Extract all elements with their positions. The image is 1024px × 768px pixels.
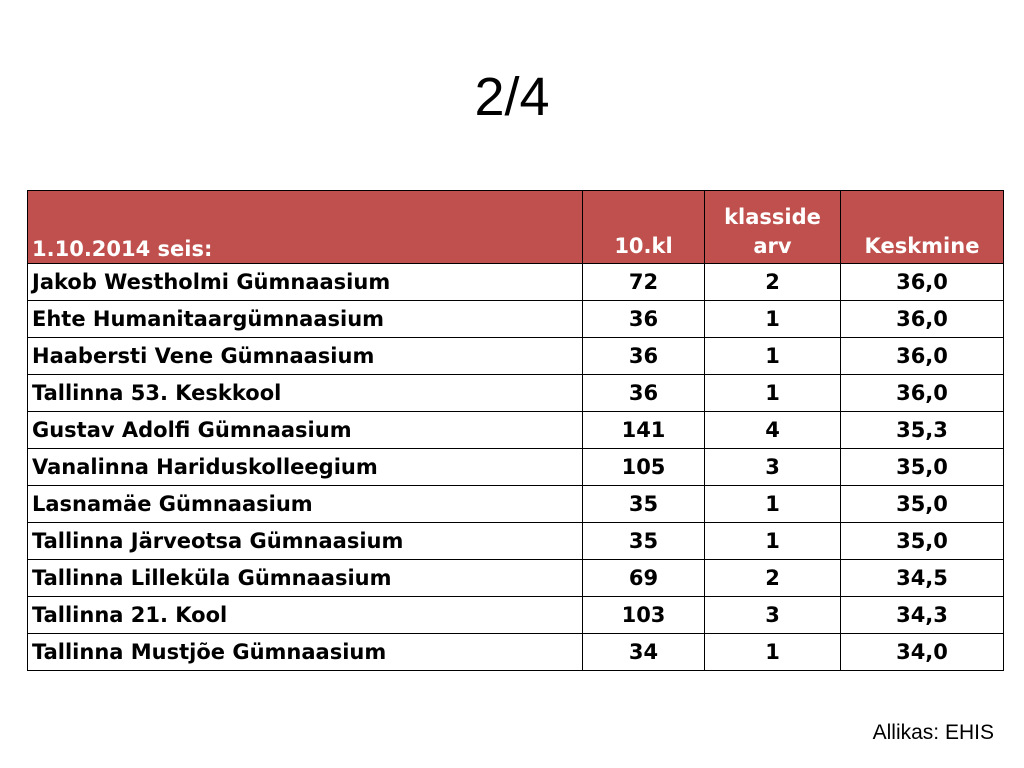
class-count: 1 [705, 375, 841, 412]
average-size: 36,0 [841, 375, 1004, 412]
header-grade10: 10.kl [583, 191, 705, 264]
class-count: 1 [705, 486, 841, 523]
average-size: 34,3 [841, 597, 1004, 634]
class-count: 2 [705, 560, 841, 597]
grade10-count: 141 [583, 412, 705, 449]
school-name: Tallinna Järveotsa Gümnaasium [28, 523, 583, 560]
school-name: Lasnamäe Gümnaasium [28, 486, 583, 523]
grade10-count: 69 [583, 560, 705, 597]
grade10-count: 105 [583, 449, 705, 486]
school-name: Ehte Humanitaargümnaasium [28, 301, 583, 338]
header-name: 1.10.2014 seis: [28, 191, 583, 264]
table-row [28, 264, 1004, 301]
school-name: Haabersti Vene Gümnaasium [28, 338, 583, 375]
grade10-count: 103 [583, 597, 705, 634]
table-row [28, 338, 1004, 375]
table-row [28, 301, 1004, 338]
grade10-count: 35 [583, 523, 705, 560]
table-row [28, 597, 1004, 634]
class-count: 1 [705, 338, 841, 375]
class-count: 1 [705, 634, 841, 671]
grade10-count: 36 [583, 338, 705, 375]
class-count: 4 [705, 412, 841, 449]
table-header-row [28, 191, 1004, 264]
class-count: 2 [705, 264, 841, 301]
average-size: 35,3 [841, 412, 1004, 449]
table-body [28, 264, 1004, 671]
average-size: 36,0 [841, 264, 1004, 301]
grade10-count: 36 [583, 301, 705, 338]
table-row [28, 523, 1004, 560]
table-row [28, 412, 1004, 449]
grade10-count: 36 [583, 375, 705, 412]
table-row [28, 634, 1004, 671]
class-count: 1 [705, 301, 841, 338]
header-average: Keskmine [841, 191, 1004, 264]
average-size: 34,0 [841, 634, 1004, 671]
grade10-count: 34 [583, 634, 705, 671]
table-row [28, 375, 1004, 412]
source-note: Allikas: EHIS [872, 721, 994, 744]
class-count: 3 [705, 449, 841, 486]
average-size: 34,5 [841, 560, 1004, 597]
table-row [28, 449, 1004, 486]
class-count: 3 [705, 597, 841, 634]
school-name: Gustav Adolfi Gümnaasium [28, 412, 583, 449]
average-size: 35,0 [841, 486, 1004, 523]
class-count: 1 [705, 523, 841, 560]
table-row [28, 560, 1004, 597]
average-size: 35,0 [841, 523, 1004, 560]
average-size: 36,0 [841, 338, 1004, 375]
header-class-count: klasside arv [705, 191, 841, 264]
grade10-count: 35 [583, 486, 705, 523]
average-size: 36,0 [841, 301, 1004, 338]
schools-table [27, 190, 1004, 671]
school-name: Tallinna Mustjõe Gümnaasium [28, 634, 583, 671]
average-size: 35,0 [841, 449, 1004, 486]
school-name: Jakob Westholmi Gümnaasium [28, 264, 583, 301]
table-row [28, 486, 1004, 523]
slide-title: 2/4 [474, 67, 550, 127]
school-name: Vanalinna Hariduskolleegium [28, 449, 583, 486]
school-name: Tallinna 53. Keskkool [28, 375, 583, 412]
grade10-count: 72 [583, 264, 705, 301]
school-name: Tallinna Lilleküla Gümnaasium [28, 560, 583, 597]
school-name: Tallinna 21. Kool [28, 597, 583, 634]
